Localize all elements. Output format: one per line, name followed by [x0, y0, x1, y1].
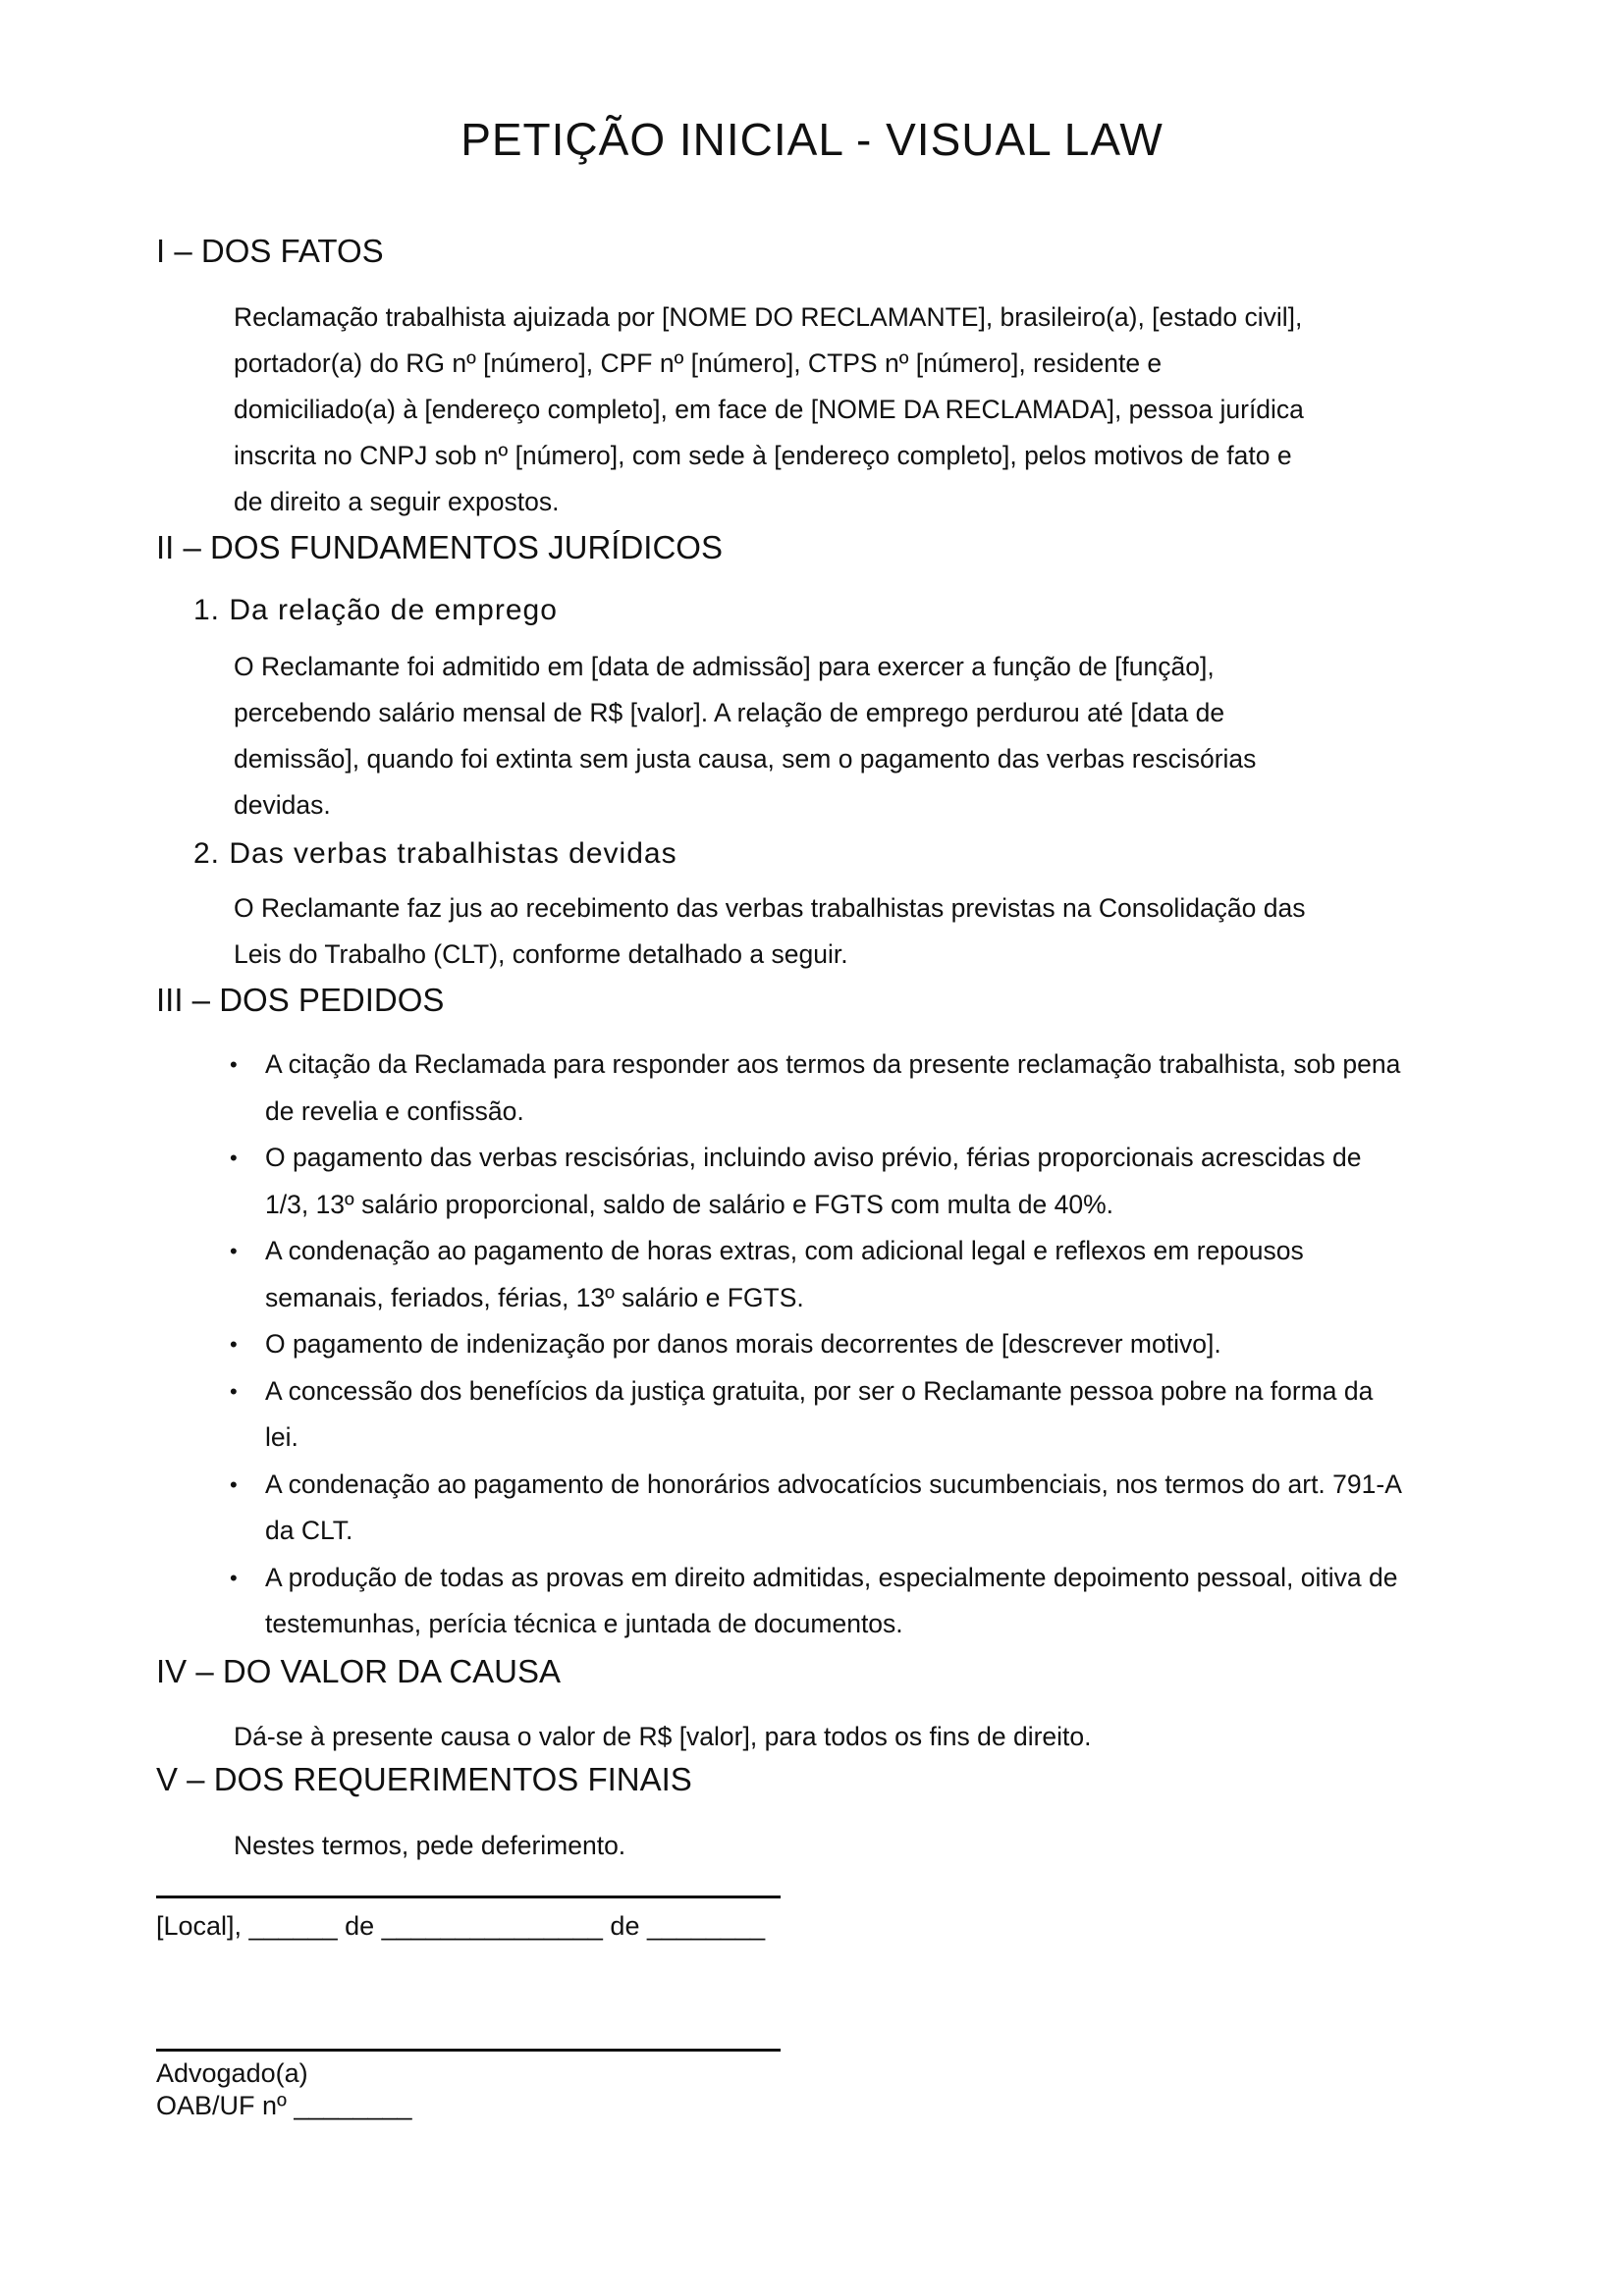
finais-paragraph: Nestes termos, pede deferimento. — [234, 1831, 626, 1860]
list-item — [228, 1041, 1406, 1135]
section-heading-valor: IV – DO VALOR DA CAUSA — [156, 1653, 562, 1689]
pedidos-list — [228, 1041, 1406, 1648]
pedido-text: A citação da Reclamada para responder aos termos da presente reclamação trabalhista, sob pena de revelia e confissão. — [265, 1049, 1401, 1126]
place-date-text: [Local], ______ de _______________ de ________ — [156, 1911, 766, 1941]
list-item — [228, 1462, 1406, 1555]
document-title: PETIÇÃO INICIAL - VISUAL LAW — [460, 114, 1164, 165]
place-date-line — [156, 1896, 781, 1898]
list-item — [228, 1321, 1406, 1368]
bullet-icon: • — [230, 1378, 238, 1404]
bullet-icon: • — [230, 1239, 238, 1263]
valor-paragraph: Dá-se à presente causa o valor de R$ [valor], para todos os fins de direito. — [234, 1722, 1092, 1751]
list-item — [228, 1368, 1406, 1462]
pedido-text: A produção de todas as provas em direito admitidas, especialmente depoimento pessoal, oitiva de testemunhas, perícia técnica e juntada de documentos. — [265, 1562, 1398, 1638]
bullet-icon: • — [230, 1332, 238, 1357]
section-heading-finais: V – DOS REQUERIMENTOS FINAIS — [156, 1761, 692, 1797]
pedido-text: A condenação ao pagamento de honorários advocatícios sucumbenciais, nos termos do art. 791-A da CLT. — [265, 1468, 1401, 1545]
fatos-paragraph: Reclamação trabalhista ajuizada por [NOME DO RECLAMANTE], brasileiro(a), [estado civil], portador(a) do RG nº [número], CPF nº [número], CTPS nº [número], residente e domiciliado(a) à [endereço completo], em face de [NOME DA RECLAMADA], pessoa jurídica inscrita no CNPJ sob nº [número], com sede à [endereço completo], pelos motivos de fato e de direito a seguir expostos. — [234, 302, 1304, 516]
pedido-text: A condenação ao pagamento de horas extras, com adicional legal e reflexos em repousos semanais, feriados, férias, 13º salário e FGTS. — [265, 1236, 1304, 1312]
subsection-heading-relacao-emprego: 1. Da relação de emprego — [193, 594, 558, 626]
section-heading-fatos: I – DOS FATOS — [156, 233, 384, 269]
pedido-text: O pagamento de indenização por danos morais decorrentes de [descrever motivo]. — [265, 1329, 1221, 1359]
section-heading-pedidos: III – DOS PEDIDOS — [156, 982, 445, 1018]
oab-label: OAB/UF nº ________ — [156, 2091, 412, 2120]
signature-line — [156, 2049, 781, 2052]
bullet-icon: • — [230, 1471, 238, 1497]
list-item — [228, 1555, 1406, 1648]
verbas-paragraph: O Reclamante faz jus ao recebimento das verbas trabalhistas previstas na Consolidação das Leis do Trabalho (CLT), conforme detalhado a seguir. — [234, 893, 1306, 969]
bullet-icon: • — [230, 1146, 238, 1170]
relacao-emprego-paragraph: O Reclamante foi admitido em [data de admissão] para exercer a função de [função], percebendo salário mensal de R$ [valor]. A relação de emprego perdurou até [data de demissão], quando foi extinta sem justa causa, sem o pagamento das verbas rescisórias devidas. — [234, 652, 1257, 820]
list-item — [228, 1228, 1406, 1321]
bullet-icon: • — [230, 1052, 238, 1077]
lawyer-label: Advogado(a) — [156, 2058, 308, 2088]
bullet-icon: • — [230, 1565, 238, 1590]
pedido-text: O pagamento das verbas rescisórias, incluindo aviso prévio, férias proporcionais acrescidas de 1/3, 13º salário proporcional, saldo de salário e FGTS com multa de 40%. — [265, 1143, 1362, 1219]
list-item — [228, 1135, 1406, 1228]
pedido-text: A concessão dos benefícios da justiça gratuita, por ser o Reclamante pessoa pobre na forma da lei. — [265, 1375, 1374, 1452]
section-heading-fundamentos: II – DOS FUNDAMENTOS JURÍDICOS — [156, 529, 723, 565]
subsection-heading-verbas: 2. Das verbas trabalhistas devidas — [193, 837, 677, 870]
